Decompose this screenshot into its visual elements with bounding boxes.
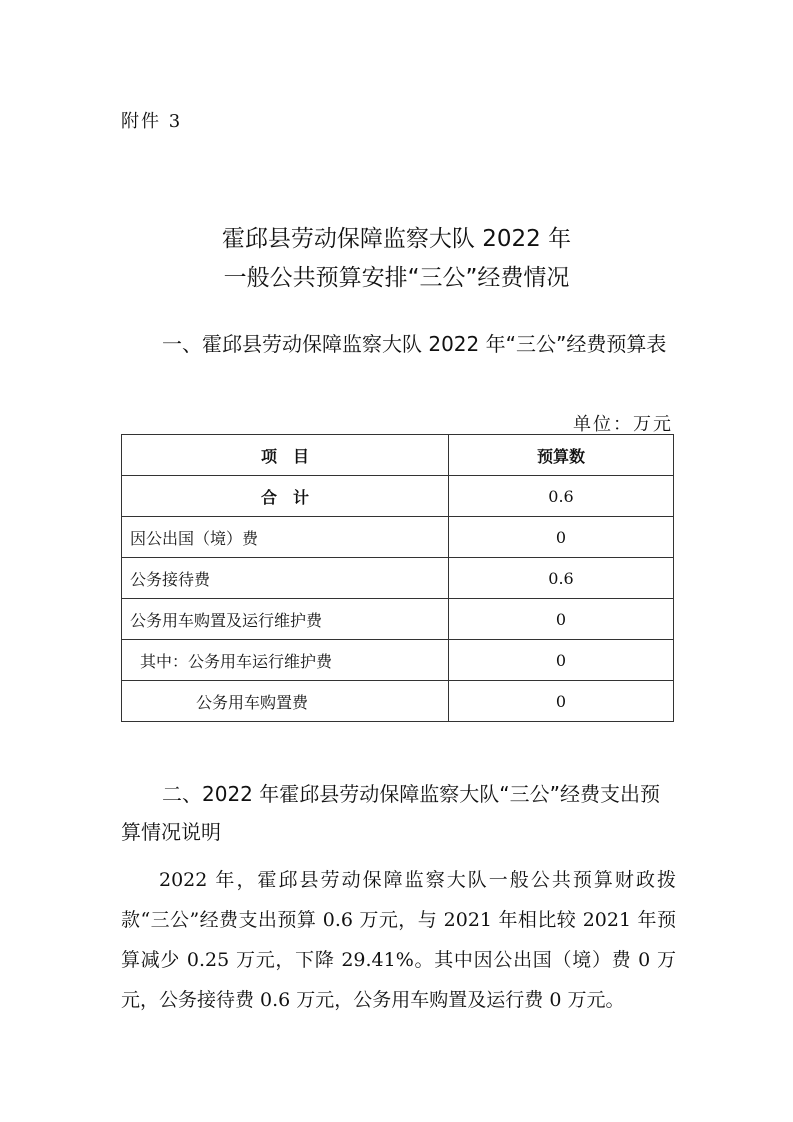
row-item: 因公出国（境）费 bbox=[122, 517, 449, 558]
row-item: 公务接待费 bbox=[122, 558, 449, 599]
table-header-row bbox=[122, 435, 674, 476]
row-value: 0 bbox=[449, 599, 674, 640]
section1-heading-text: 一、霍邱县劳动保障监察大队 2022 年“三公”经费预算表 bbox=[162, 332, 667, 356]
table-row bbox=[122, 476, 674, 517]
budget-table bbox=[121, 434, 674, 722]
table-row bbox=[122, 681, 674, 722]
row-value: 0.6 bbox=[449, 558, 674, 599]
row-value: 0 bbox=[449, 517, 674, 558]
row-item: 公务用车购置费 bbox=[122, 681, 449, 722]
row-item-total: 合 计 bbox=[122, 476, 449, 517]
row-item: 其中：公务用车运行维护费 bbox=[122, 640, 449, 681]
section2-paragraph-text: 2022 年，霍邱县劳动保障监察大队一般公共预算财政拨款“三公”经费支出预算 0.6 万元，与 2021 年相比较 2021 年预算减少 0.25 万元，下降 29.41%。其中因公出国（境）费 0 万元，公务接待费 0.6 万元，公务用车购置及运行费 0 万元。 bbox=[121, 869, 676, 1011]
section2-heading-text: 二、2022 年霍邱县劳动保障监察大队“三公”经费支出预算情况说明 bbox=[121, 782, 660, 844]
section1-heading bbox=[121, 325, 676, 363]
row-item: 公务用车购置及运行维护费 bbox=[122, 599, 449, 640]
document-title-line2: 一般公共预算安排“三公”经费情况 bbox=[223, 265, 570, 291]
document-title-line1: 霍邱县劳动保障监察大队 2022 年 bbox=[221, 226, 572, 252]
table-row bbox=[122, 558, 674, 599]
unit-label: 单位：万元 bbox=[573, 414, 673, 435]
table-row bbox=[122, 599, 674, 640]
row-value: 0 bbox=[449, 681, 674, 722]
row-value: 0.6 bbox=[449, 476, 674, 517]
table-row bbox=[122, 517, 674, 558]
header-budget: 预算数 bbox=[449, 435, 674, 476]
table-row bbox=[122, 640, 674, 681]
section2-heading bbox=[121, 775, 676, 851]
attachment-label: 附件 3 bbox=[121, 111, 183, 132]
row-value: 0 bbox=[449, 640, 674, 681]
header-item: 项 目 bbox=[122, 435, 449, 476]
section2-paragraph bbox=[121, 860, 676, 1020]
